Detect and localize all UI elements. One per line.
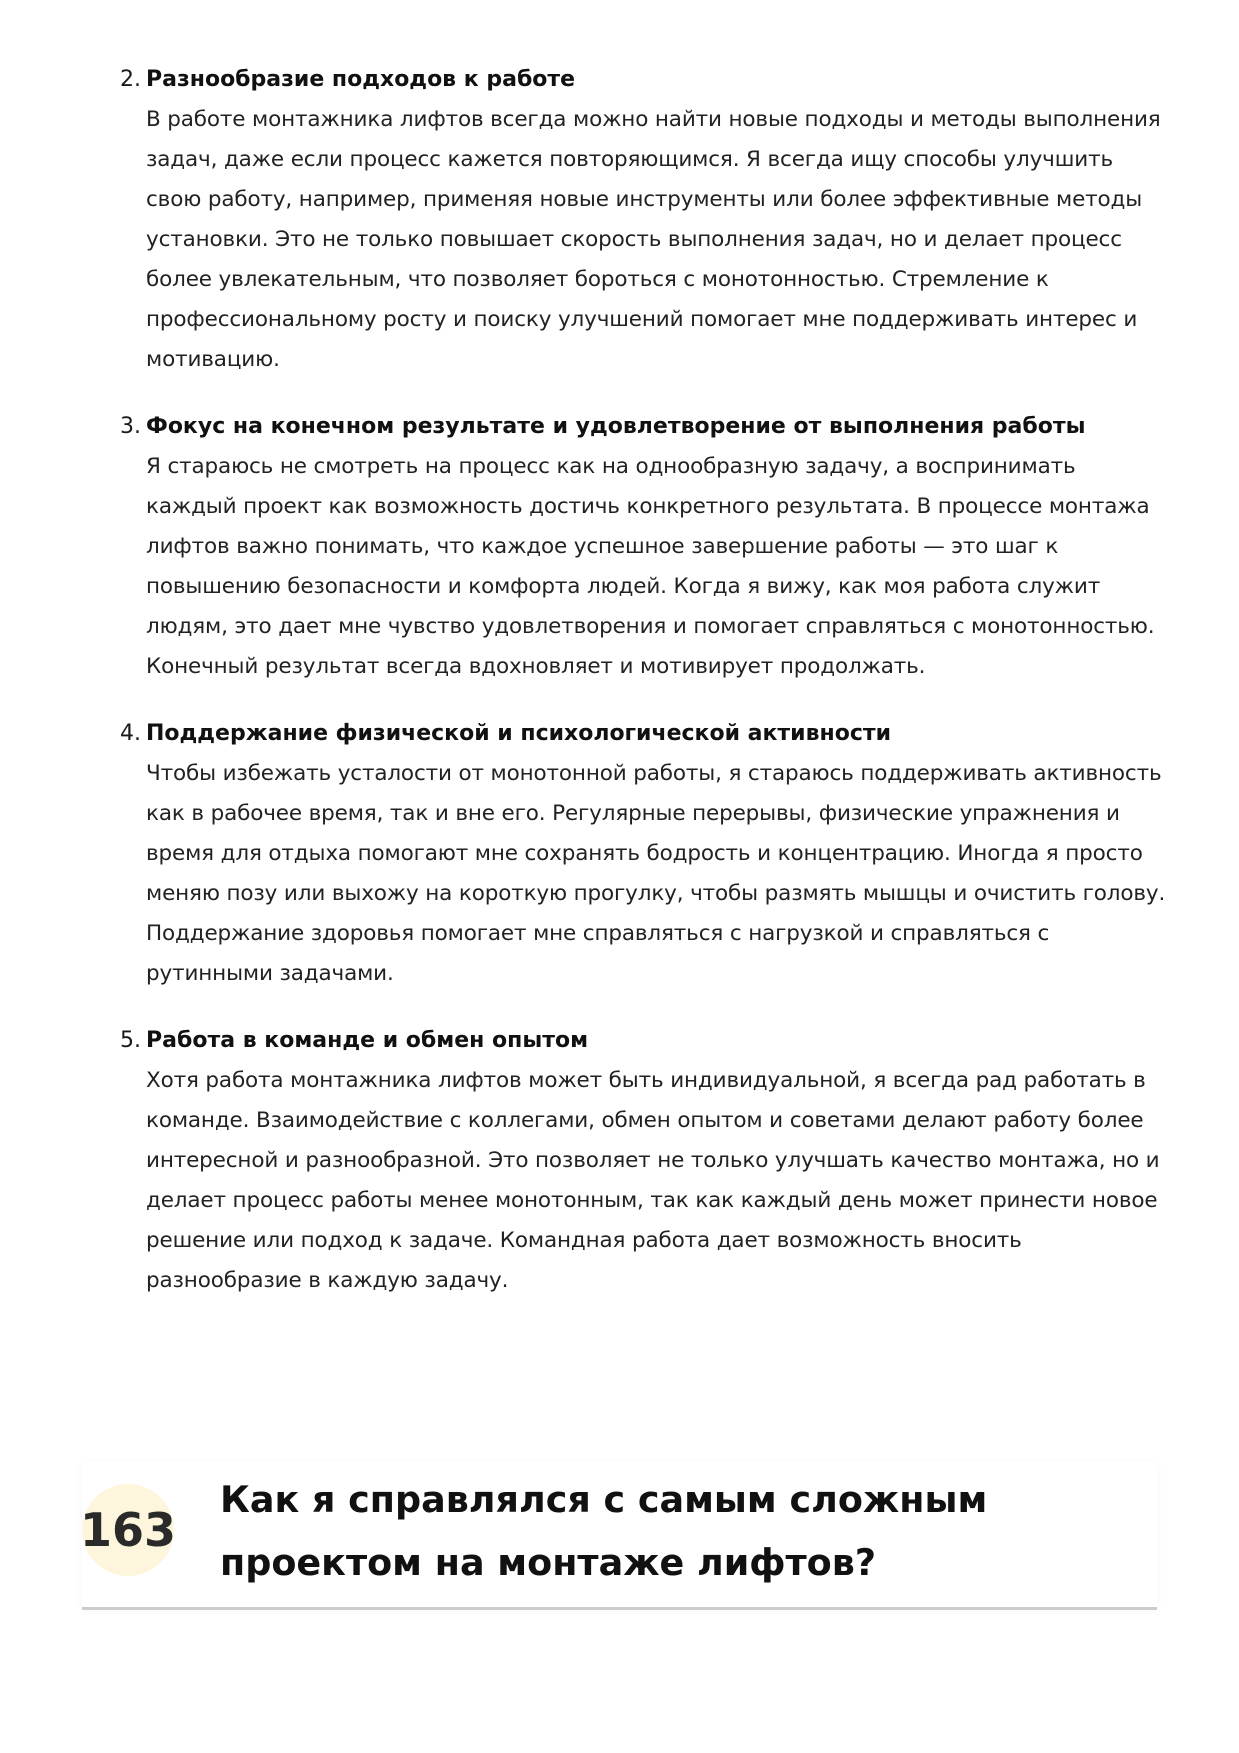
list-item-number: 2. xyxy=(120,67,141,92)
list-item-number: 3. xyxy=(120,414,141,439)
list-item-body: В работе монтажника лифтов всегда можно найти новые подходы и методы выполнения задач, даже если процесс кажется повторяющимся. Я всегда ищу способы улучшить свою работу, например, применяя новые инструменты или более эффективные методы установки. Это не только повышает скорость выполнения задач, но и делает процесс более увлекательным, что позволяет бороться с монотонностью. Стремление к профессиональному росту и поиску улучшений помогает мне поддерживать интерес и мотивацию. xyxy=(146,107,1161,372)
section-number-badge: 163 xyxy=(82,1484,174,1576)
list-item xyxy=(120,407,1170,687)
list-item-body: Я стараюсь не смотреть на процесс как на однообразную задачу, а воспринимать каждый проект как возможность достичь конкретного результата. В процессе монтажа лифтов важно понимать, что каждое успешное завершение работы — это шаг к повышению безопасности и комфорта людей. Когда я вижу, как моя работа служит людям, это дает мне чувство удовлетворения и помогает справляться с монотонностью. Конечный результат всегда вдохновляет и мотивирует продолжать. xyxy=(146,454,1155,679)
list-item-title: Поддержание физической и психологической активности xyxy=(146,721,892,746)
list-item-title: Работа в команде и обмен опытом xyxy=(146,1028,589,1053)
list-item-title: Фокус на конечном результате и удовлетворение от выполнения работы xyxy=(146,414,1086,439)
list-item xyxy=(120,60,1170,380)
list-item-body: Хотя работа монтажника лифтов может быть индивидуальной, я всегда рад работать в команде. Взаимодействие с коллегами, обмен опытом и советами делают работу более интересной и разнообразной. Это позволяет не только улучшать качество монтажа, но и делает процесс работы менее монотонным, так как каждый день может принести новое решение или подход к задаче. Командная работа дает возможность вносить разнообразие в каждую задачу. xyxy=(146,1068,1160,1293)
list-item xyxy=(120,714,1170,994)
list-item-title: Разнообразие подходов к работе xyxy=(146,67,576,92)
numbered-list xyxy=(120,60,1170,1328)
list-item xyxy=(120,1021,1170,1301)
list-item-number: 4. xyxy=(120,721,141,746)
list-item-number: 5. xyxy=(120,1028,141,1053)
section-header xyxy=(79,1462,1157,1610)
list-item-body: Чтобы избежать усталости от монотонной работы, я стараюсь поддерживать активность как в рабочее время, так и вне его. Регулярные перерывы, физические упражнения и время для отдыха помогают мне сохранять бодрость и концентрацию. Иногда я просто меняю позу или выхожу на короткую прогулку, чтобы размять мышцы и очистить голову. Поддержание здоровья помогает мне справляться с нагрузкой и справляться с рутинными задачами. xyxy=(146,761,1166,986)
section-title: Как я справлялся с самым сложным проектом на монтаже лифтов? xyxy=(220,1478,988,1584)
